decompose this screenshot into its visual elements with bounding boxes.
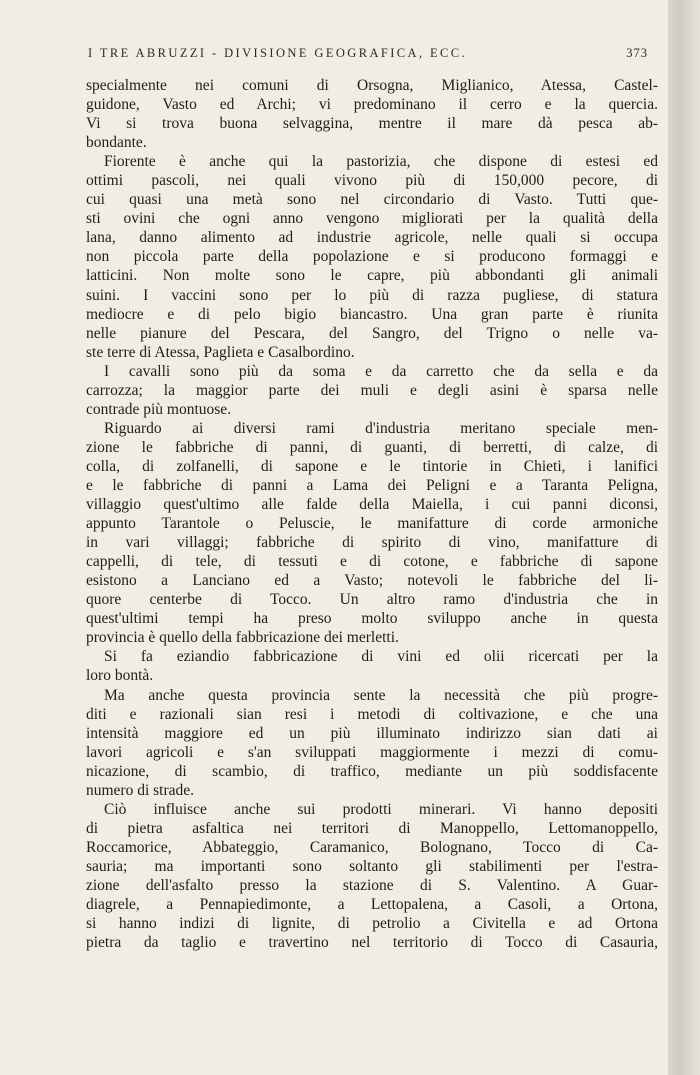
text-line: quest'ultimi tempi ha preso molto sviluppo anche in questa — [86, 610, 658, 628]
text-line: Ciò influisce anche sui prodotti minerari. Vi hanno depositi — [104, 800, 658, 818]
text-line: numero di strade. — [86, 781, 195, 799]
text-line: diagrele, a Pennapiedimonte, a Lettopalena, a Casoli, a Ortona, — [86, 896, 658, 914]
text-line: di pietra asfaltica nei territori di Manoppello, Lettomanoppello, — [86, 819, 658, 837]
text-line: guidone, Vasto ed Archi; vi predominano il cerro e la quercia. — [86, 96, 658, 114]
text-line: Ma anche questa provincia sente la necessità che più progre- — [104, 686, 658, 704]
text-line: Roccamorice, Abbateggio, Caramanico, Bolognano, Tocco di Ca- — [86, 838, 658, 856]
text-line: colla, di zolfanelli, di sapone e le tintorie in Chieti, i lanifici — [86, 457, 658, 475]
text-line: si hanno indizi di lignite, di petrolio a Civitella e ad Ortona — [86, 915, 658, 933]
text-line: carrozza; la maggior parte dei muli e degli asini è sparsa nelle — [86, 381, 658, 399]
text-line: cui quasi una metà sono nel circondario di Vasto. Tutti que- — [86, 191, 658, 209]
text-line: contrade più montuose. — [86, 400, 232, 418]
text-line: nelle pianure del Pescara, del Sangro, del Trigno o nelle va- — [86, 324, 658, 342]
text-line: provincia è quello della fabbricazione dei merletti. — [86, 629, 399, 647]
text-line: latticini. Non molte sono le capre, più abbondanti gli animali — [86, 267, 658, 285]
text-line: appunto Tarantole o Peluscie, le manifatture di corde armoniche — [86, 515, 658, 533]
text-line: I cavalli sono più da soma e da carretto che da sella e da — [104, 362, 658, 380]
text-line: Riguardo ai diversi rami d'industria meritano speciale men- — [104, 419, 658, 437]
text-line: villaggio quest'ultimo alle falde della Maiella, i cui panni diconsi, — [86, 496, 658, 514]
text-line: ottimi pascoli, nei quali vivono più di 150,000 pecore, di — [86, 172, 658, 190]
text-line: suini. I vaccini sono per lo più di razza pugliese, di statura — [86, 286, 658, 304]
text-line: sauria; ma importanti sono soltanto gli stabilimenti per l'estra- — [86, 857, 658, 875]
text-line: zione le fabbriche di panni, di guanti, di berretti, di calze, di — [86, 438, 658, 456]
text-line: quore centerbe di Tocco. Un altro ramo d'industria che in — [86, 591, 658, 609]
page-edge — [668, 0, 700, 1075]
text-line: cappelli, di tele, di tessuti e di cotone, e fabbriche di sapone — [86, 553, 658, 571]
text-line: Si fa eziandio fabbricazione di vini ed olii ricercati per la — [104, 648, 658, 666]
text-line: intensità maggiore ed un più illuminato indirizzo sian dati ai — [86, 724, 658, 742]
text-line: specialmente nei comuni di Orsogna, Miglianico, Atessa, Castel- — [86, 77, 658, 94]
text-line: zione dell'asfalto presso la stazione di S. Valentino. A Guar- — [86, 876, 658, 894]
text-line: pietra da taglio e travertino nel territorio di Tocco di Casauria, — [86, 934, 658, 952]
text-line: e le fabbriche di panni a Lama dei Peligni e a Taranta Peligna, — [86, 476, 658, 494]
text-line: diti e razionali sian resi i metodi di coltivazione, e che una — [86, 705, 658, 723]
text-line: mediocre e di pelo bigio biancastro. Una gran parte è riunita — [86, 305, 658, 323]
text-line: loro bontà. — [86, 667, 154, 685]
text-line: esistono a Lanciano ed a Vasto; notevoli le fabbriche del li- — [86, 572, 658, 590]
text-line: Fiorente è anche qui la pastorizia, che dispone di estesi ed — [104, 153, 658, 171]
text-line: sti ovini che ogni anno vengono migliorati per la qualità della — [86, 210, 658, 228]
text-line: Vi si trova buona selvaggina, mentre il mare dà pesca ab- — [86, 115, 658, 133]
body-text — [86, 76, 658, 952]
running-title: I TRE ABRUZZI - DIVISIONE GEOGRAFICA, ECC. — [88, 46, 468, 60]
text-line: bondante. — [86, 134, 147, 152]
page-number: 373 — [626, 46, 648, 60]
text-line: lana, danno alimento ad industrie agricole, nelle quali si occupa — [86, 229, 658, 247]
text-line: in vari villaggi; fabbriche di spirito di vino, manifatture di — [86, 534, 658, 552]
text-line: ste terre di Atessa, Paglieta e Casalbordino. — [86, 343, 355, 361]
text-line: non piccola parte della popolazione e si producono formaggi e — [86, 248, 658, 266]
text-line: lavori agricoli e s'an sviluppati maggiormente i mezzi di comu- — [86, 743, 658, 761]
text-line: nicazione, di scambio, di traffico, mediante un più soddisfacente — [86, 762, 658, 780]
